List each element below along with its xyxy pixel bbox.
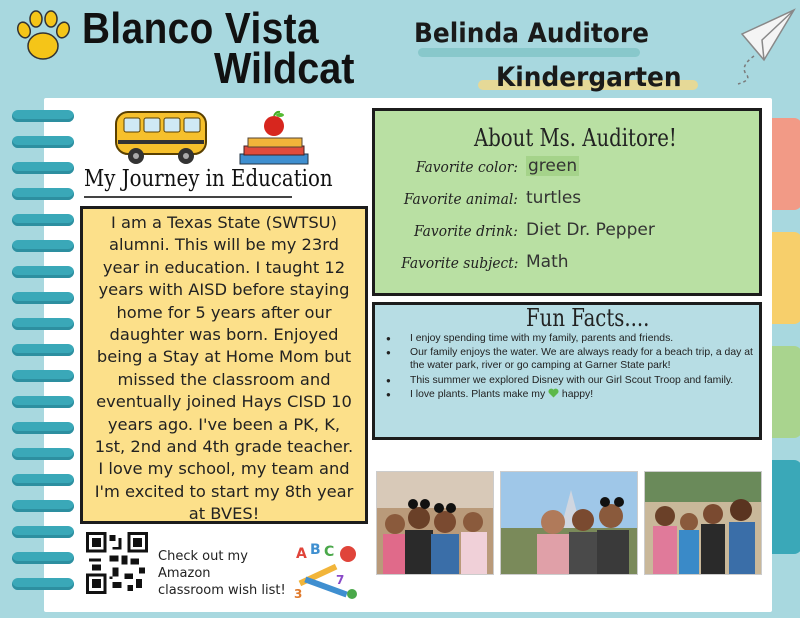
green-heart-icon bbox=[548, 388, 559, 398]
spiral-ring bbox=[12, 292, 74, 304]
favorites-values bbox=[526, 156, 756, 286]
paper-plane-icon bbox=[724, 4, 798, 88]
spiral-ring bbox=[12, 162, 74, 174]
spiral-ring bbox=[12, 266, 74, 278]
school-mascot: Wildcat bbox=[214, 44, 355, 93]
spiral-ring bbox=[12, 448, 74, 460]
books-apple-icon bbox=[236, 110, 312, 170]
spiral-ring bbox=[12, 214, 74, 226]
spiral-ring bbox=[12, 396, 74, 408]
journey-title: My Journey in Education bbox=[84, 166, 333, 192]
family-photo-2 bbox=[500, 471, 638, 575]
paw-icon bbox=[12, 8, 74, 66]
journey-underline bbox=[84, 196, 292, 198]
fun-fact-text: I enjoy spending time with my family, parents and friends. bbox=[410, 333, 674, 344]
fun-fact-text: Our family enjoys the water. We are always ready for a beach trip, a day at the water park, river or go camping at Garner State park! bbox=[410, 347, 753, 372]
tab-red bbox=[772, 118, 800, 210]
list-item bbox=[384, 332, 756, 345]
favorite-subject-value: Math bbox=[526, 252, 569, 272]
svg-text:B: B bbox=[310, 542, 321, 558]
svg-text:A: A bbox=[296, 546, 307, 562]
spiral-ring bbox=[12, 240, 74, 252]
abc-letters-icon bbox=[290, 540, 362, 604]
qr-code-icon[interactable] bbox=[86, 532, 148, 594]
svg-text:C: C bbox=[324, 544, 335, 560]
school-name: Blanco Vista bbox=[82, 4, 319, 53]
teacher-name: Belinda Auditore bbox=[414, 18, 649, 49]
favorite-animal-value: turtles bbox=[526, 188, 582, 208]
spiral-ring bbox=[12, 552, 74, 564]
favorite-drink-label: Favorite drink: bbox=[414, 222, 518, 240]
fun-fact-text: I love plants. Plants make my bbox=[410, 388, 546, 400]
spiral-ring bbox=[12, 422, 74, 434]
family-photo-3 bbox=[644, 471, 762, 575]
grade-level: Kindergarten bbox=[496, 62, 682, 93]
list-item bbox=[384, 374, 756, 387]
tab-yellow bbox=[772, 232, 800, 324]
spiral-ring bbox=[12, 500, 74, 512]
fun-facts-list bbox=[384, 332, 756, 402]
about-title: About Ms. Auditore! bbox=[474, 124, 677, 152]
fun-fact-text: happy! bbox=[561, 388, 594, 400]
spiral-ring bbox=[12, 188, 74, 200]
fun-fact-text: This summer we explored Disney with our Girl Scout Troop and family. bbox=[410, 374, 734, 386]
spiral-ring bbox=[12, 110, 74, 122]
wishlist-line: Check out my bbox=[158, 549, 248, 564]
school-bus-icon bbox=[112, 104, 210, 168]
list-item bbox=[384, 388, 756, 401]
spiral-ring bbox=[12, 370, 74, 382]
wishlist-line: Amazon bbox=[158, 566, 211, 581]
spiral-ring bbox=[12, 526, 74, 538]
favorite-color-label: Favorite color: bbox=[415, 158, 518, 176]
family-photo-1 bbox=[376, 471, 494, 575]
spiral-ring bbox=[12, 344, 74, 356]
spiral-ring bbox=[12, 578, 74, 590]
favorite-color-value: green bbox=[528, 156, 578, 176]
spiral-ring bbox=[12, 474, 74, 486]
tab-teal bbox=[772, 460, 800, 554]
fun-facts-title: Fun Facts.... bbox=[526, 304, 650, 332]
spiral-ring bbox=[12, 136, 74, 148]
list-item bbox=[384, 346, 756, 372]
name-underline bbox=[418, 48, 640, 57]
spiral-ring bbox=[12, 318, 74, 330]
wishlist-line: classroom wish list! bbox=[158, 583, 286, 598]
tab-green bbox=[772, 346, 800, 438]
bio-box: I am a Texas State (SWTSU) alumni. This will be my 23rd year in education. I taught 12 years with AISD before staying home for 5 years after our daughter was born. Enjoyed being a Stay at Home Mom but missed the classroom and eventually joined Hays CISD 10 years ago. I've been a PK, K, 1st, 2nd and 4th grade teacher. I love my school, my team and I'm excited to start my 8th year at BVES! bbox=[80, 206, 368, 524]
svg-text:3: 3 bbox=[294, 587, 303, 601]
favorites-labels bbox=[372, 156, 518, 286]
svg-text:7: 7 bbox=[336, 573, 345, 587]
favorite-drink-value: Diet Dr. Pepper bbox=[526, 220, 655, 240]
favorite-subject-label: Favorite subject: bbox=[400, 254, 518, 272]
favorite-animal-label: Favorite animal: bbox=[404, 190, 518, 208]
